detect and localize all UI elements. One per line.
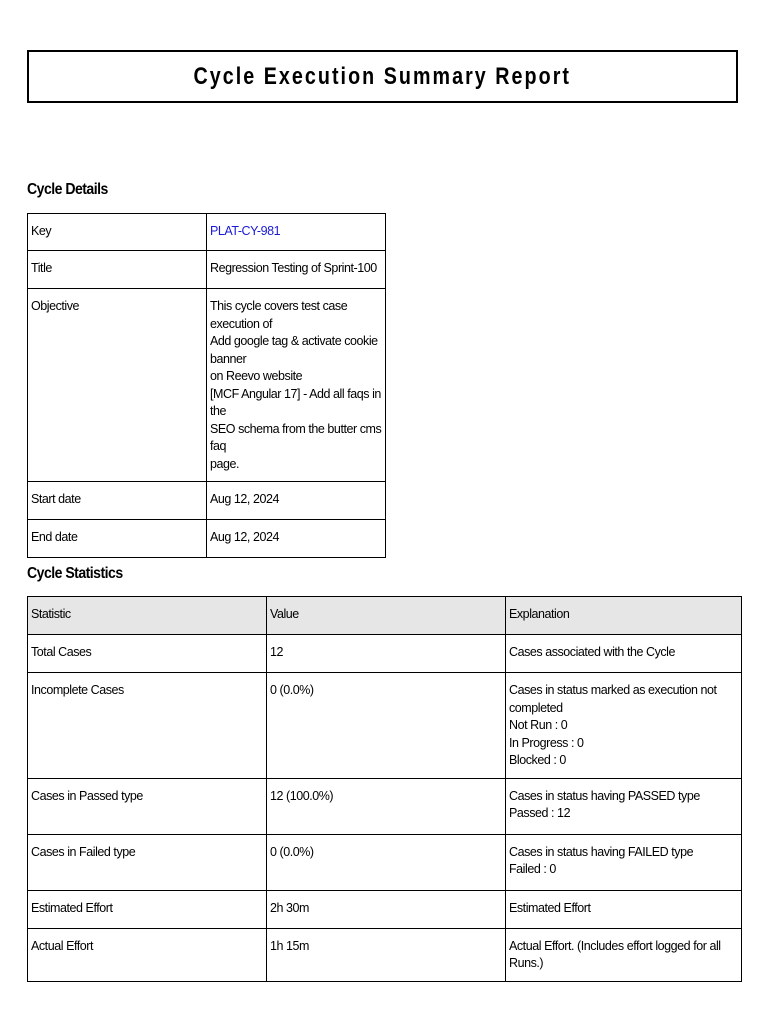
details-row-start-date	[28, 482, 386, 520]
statistic-cell: Total Cases	[28, 635, 267, 673]
explanation-cell: Actual Effort. (Includes effort logged for all Runs.)	[506, 928, 742, 981]
details-label-cell	[28, 520, 207, 558]
value-cell: 0 (0.0%)	[267, 673, 506, 779]
value-cell: 12 (100.0%)	[267, 778, 506, 834]
table-row	[28, 635, 742, 673]
details-label: Start date	[31, 492, 81, 506]
statistic-cell: Cases in Failed type	[28, 834, 267, 890]
table-row	[28, 890, 742, 928]
cycle-statistics-table	[27, 596, 742, 982]
explanation-cell: Cases in status having PASSED type Passed : 12	[506, 778, 742, 834]
details-row-title	[28, 251, 386, 289]
table-row	[28, 834, 742, 890]
details-value: This cycle covers test case execution of Add google tag & activate cookie banner on Reevo website [MCF Angular 17] - Add all faqs in the SEO schema from the butter cms faq page.	[210, 299, 382, 471]
details-label-cell	[28, 214, 207, 251]
statistic-cell: Cases in Passed type	[28, 778, 267, 834]
cycle-details-table	[27, 213, 386, 558]
details-label: Title	[31, 261, 52, 275]
details-label: Objective	[31, 299, 80, 313]
value-cell: 12	[267, 635, 506, 673]
report-title: Cycle Execution Summary Report	[193, 62, 572, 90]
column-header-explanation: Explanation	[506, 597, 742, 635]
explanation-cell: Cases in status marked as execution not completed Not Run : 0 In Progress : 0 Blocked : 0	[506, 673, 742, 779]
details-value: Aug 12, 2024	[210, 492, 279, 506]
details-row-objective	[28, 289, 386, 482]
table-row	[28, 928, 742, 981]
details-value-cell	[207, 289, 386, 482]
report-title-box	[27, 50, 738, 103]
stats-header-row	[28, 597, 742, 635]
statistic-cell: Incomplete Cases	[28, 673, 267, 779]
details-label-cell	[28, 289, 207, 482]
explanation-cell: Cases in status having FAILED type Failed : 0	[506, 834, 742, 890]
column-header-statistic: Statistic	[28, 597, 267, 635]
column-header-value: Value	[267, 597, 506, 635]
details-row-end-date	[28, 520, 386, 558]
details-value-cell	[207, 214, 386, 251]
details-value-cell	[207, 520, 386, 558]
details-label: End date	[31, 530, 78, 544]
table-row	[28, 673, 742, 779]
table-row	[28, 778, 742, 834]
details-label-cell	[28, 251, 207, 289]
cycle-statistics-heading: Cycle Statistics	[27, 565, 123, 582]
cycle-key-link[interactable]: PLAT-CY-981	[210, 224, 281, 238]
details-label: Key	[31, 224, 52, 238]
details-value-cell	[207, 251, 386, 289]
statistic-cell: Actual Effort	[28, 928, 267, 981]
explanation-cell: Estimated Effort	[506, 890, 742, 928]
value-cell: 1h 15m	[267, 928, 506, 981]
statistic-cell: Estimated Effort	[28, 890, 267, 928]
cycle-details-heading: Cycle Details	[27, 181, 108, 198]
details-value-cell	[207, 482, 386, 520]
details-value: Regression Testing of Sprint-100	[210, 261, 377, 275]
value-cell: 0 (0.0%)	[267, 834, 506, 890]
details-value: Aug 12, 2024	[210, 530, 279, 544]
details-label-cell	[28, 482, 207, 520]
value-cell: 2h 30m	[267, 890, 506, 928]
details-row-key	[28, 214, 386, 251]
explanation-cell: Cases associated with the Cycle	[506, 635, 742, 673]
